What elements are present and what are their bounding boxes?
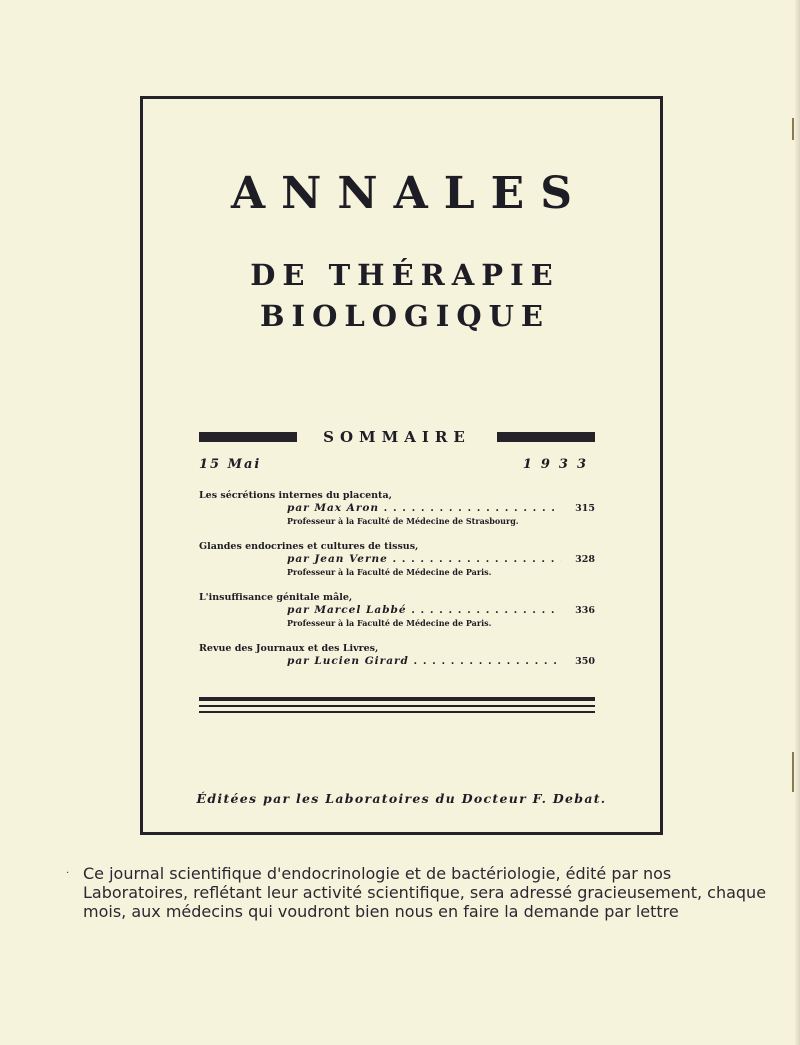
journal-title: ANNALES xyxy=(231,168,588,219)
issue-day: 15 Mai xyxy=(199,457,262,472)
margin-mark xyxy=(792,118,794,140)
toc-entry xyxy=(199,591,595,630)
toc-entry-author-line xyxy=(199,502,595,515)
toc-entry-page: 350 xyxy=(575,656,595,667)
heading-bar-left xyxy=(199,432,297,442)
subtitle-line-2: BIOLOGIQUE xyxy=(260,299,550,333)
toc-entry-author-line xyxy=(199,655,595,668)
rule-thin xyxy=(199,705,595,707)
bullet-mark: · xyxy=(66,868,70,879)
margin-mark xyxy=(792,752,794,792)
subtitle-line-1: DE THÉRAPIE xyxy=(250,258,560,292)
table-of-contents xyxy=(199,489,595,680)
toc-entry-author-line xyxy=(199,604,595,617)
toc-entry-page: 328 xyxy=(575,554,595,565)
toc-entry-author: par Max Aron . . . xyxy=(287,502,561,515)
toc-entry-author: par Lucien Girard . . . xyxy=(287,655,561,668)
heading-bar-right xyxy=(497,432,595,442)
toc-entry-affiliation: Professeur à la Faculté de Médecine de Paris. xyxy=(287,618,492,628)
footnote-line-2: Laboratoires, reflétant leur activité scientifique, sera adressé gracieusement, chaque xyxy=(83,883,767,902)
rule-thick xyxy=(199,697,595,701)
footnote-line-3: mois, aux médecins qui voudront bien nous en faire la demande par lettre xyxy=(83,902,679,921)
toc-entry-page: 336 xyxy=(575,605,595,616)
toc-entry-affiliation: Professeur à la Faculté de Médecine de Paris. xyxy=(287,567,492,577)
toc-entry-author: par Marcel Labbé . . . xyxy=(287,604,561,617)
toc-entry xyxy=(199,489,595,528)
journal-subtitle xyxy=(143,255,660,337)
cover-frame xyxy=(140,96,663,835)
toc-entry-title: L'insuffisance génitale mâle, xyxy=(199,592,353,603)
issue-year: 1933 xyxy=(522,457,595,472)
footnote-text xyxy=(83,864,767,921)
toc-entry-title: Glandes endocrines et cultures de tissus, xyxy=(199,541,419,552)
toc-entry xyxy=(199,642,595,668)
footnote-line-1: Ce journal scientifique d'endocrinologie et de bactériologie, édité par nos xyxy=(83,864,672,883)
toc-entry-title: Les sécrétions internes du placenta, xyxy=(199,490,392,501)
toc-entry xyxy=(199,540,595,579)
toc-entry-affiliation: Professeur à la Faculté de Médecine de Strasbourg. xyxy=(287,516,519,526)
toc-entry-author-line xyxy=(199,553,595,566)
toc-entry-page: 315 xyxy=(575,503,595,514)
summary-heading: SOMMAIRE xyxy=(323,428,471,446)
publisher-line: Éditées par les Laboratoires du Docteur F. Debat. xyxy=(196,791,607,806)
rule-thin xyxy=(199,711,595,713)
toc-entry-author: par Jean Verne . . . xyxy=(287,553,561,566)
issue-date-row xyxy=(199,457,595,472)
summary-heading-row xyxy=(199,429,595,445)
toc-entry-title: Revue des Journaux et des Livres, xyxy=(199,643,379,654)
page-edge-shadow xyxy=(794,0,800,1045)
closing-rules xyxy=(199,697,595,717)
